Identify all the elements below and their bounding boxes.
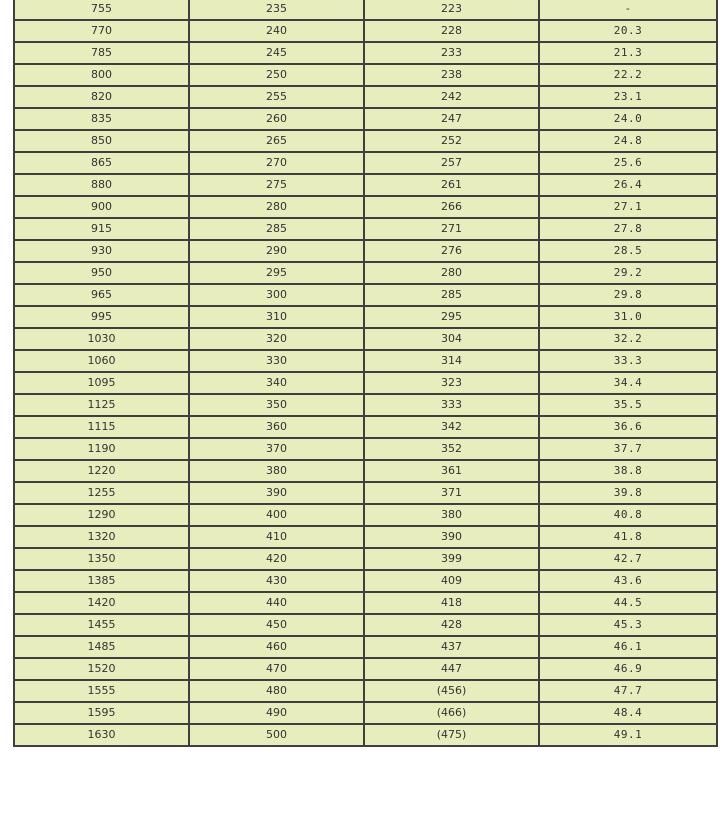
table-cell-col-d: 27.8 bbox=[539, 218, 717, 240]
table-cell-col-c: 428 bbox=[364, 614, 539, 636]
table-cell-col-b: 370 bbox=[189, 438, 364, 460]
table-cell-col-c: 352 bbox=[364, 438, 539, 460]
table-cell-col-b: 500 bbox=[189, 724, 364, 746]
table-cell-col-b: 240 bbox=[189, 20, 364, 42]
table-cell-col-a: 1030 bbox=[14, 328, 189, 350]
table-cell-col-a: 865 bbox=[14, 152, 189, 174]
table-cell-col-d: 40.8 bbox=[539, 504, 717, 526]
table-cell-col-a: 1095 bbox=[14, 372, 189, 394]
table-cell-col-d: 29.8 bbox=[539, 284, 717, 306]
table-cell-col-b: 430 bbox=[189, 570, 364, 592]
table-row bbox=[14, 372, 717, 394]
table-cell-col-c: 399 bbox=[364, 548, 539, 570]
table-row bbox=[14, 636, 717, 658]
table-cell-col-c: 361 bbox=[364, 460, 539, 482]
table-row bbox=[14, 438, 717, 460]
table-cell-col-d: 38.8 bbox=[539, 460, 717, 482]
table-cell-col-a: 1385 bbox=[14, 570, 189, 592]
table-cell-col-a: 770 bbox=[14, 20, 189, 42]
table-row bbox=[14, 504, 717, 526]
table-cell-col-a: 1455 bbox=[14, 614, 189, 636]
table-cell-col-a: 1350 bbox=[14, 548, 189, 570]
table-row bbox=[14, 592, 717, 614]
table-cell-col-c: 242 bbox=[364, 86, 539, 108]
table-row bbox=[14, 86, 717, 108]
table-cell-col-b: 480 bbox=[189, 680, 364, 702]
table-cell-col-b: 285 bbox=[189, 218, 364, 240]
table-cell-col-d: 29.2 bbox=[539, 262, 717, 284]
table-cell-col-c: 418 bbox=[364, 592, 539, 614]
table-row bbox=[14, 570, 717, 592]
table-cell-col-b: 350 bbox=[189, 394, 364, 416]
table-cell-col-a: 1555 bbox=[14, 680, 189, 702]
table-cell-col-b: 320 bbox=[189, 328, 364, 350]
table-cell-col-c: 247 bbox=[364, 108, 539, 130]
table-cell-col-a: 850 bbox=[14, 130, 189, 152]
table-cell-col-b: 470 bbox=[189, 658, 364, 680]
table-cell-col-c: 333 bbox=[364, 394, 539, 416]
table-cell-col-c: 276 bbox=[364, 240, 539, 262]
table-cell-col-b: 460 bbox=[189, 636, 364, 658]
table-cell-col-a: 1520 bbox=[14, 658, 189, 680]
table-cell-col-d: 26.4 bbox=[539, 174, 717, 196]
table-cell-col-d: 23.1 bbox=[539, 86, 717, 108]
table-cell-col-d: 48.4 bbox=[539, 702, 717, 724]
table-cell-col-b: 295 bbox=[189, 262, 364, 284]
table-cell-col-a: 915 bbox=[14, 218, 189, 240]
table-row bbox=[14, 680, 717, 702]
table-cell-col-b: 300 bbox=[189, 284, 364, 306]
table-cell-col-c: 223 bbox=[364, 0, 539, 20]
table-row bbox=[14, 306, 717, 328]
table-cell-col-d: 32.2 bbox=[539, 328, 717, 350]
table-row bbox=[14, 262, 717, 284]
table-cell-col-b: 380 bbox=[189, 460, 364, 482]
table-cell-col-c: 323 bbox=[364, 372, 539, 394]
table-cell-col-a: 785 bbox=[14, 42, 189, 64]
table-cell-col-b: 490 bbox=[189, 702, 364, 724]
table-cell-col-a: 1060 bbox=[14, 350, 189, 372]
table-cell-col-a: 1125 bbox=[14, 394, 189, 416]
table-cell-col-b: 390 bbox=[189, 482, 364, 504]
table-cell-col-c: 266 bbox=[364, 196, 539, 218]
table-cell-col-c: 390 bbox=[364, 526, 539, 548]
table-row bbox=[14, 152, 717, 174]
table-cell-col-d: 35.5 bbox=[539, 394, 717, 416]
table-cell-col-b: 290 bbox=[189, 240, 364, 262]
table-cell-col-d: 47.7 bbox=[539, 680, 717, 702]
table-row bbox=[14, 482, 717, 504]
table-cell-col-c: 342 bbox=[364, 416, 539, 438]
table-cell-col-a: 755 bbox=[14, 0, 189, 20]
table-cell-col-d: 24.8 bbox=[539, 130, 717, 152]
table-cell-col-d: 43.6 bbox=[539, 570, 717, 592]
table-row bbox=[14, 702, 717, 724]
table-cell-col-c: 314 bbox=[364, 350, 539, 372]
table-cell-col-d: 25.6 bbox=[539, 152, 717, 174]
table-cell-col-b: 245 bbox=[189, 42, 364, 64]
table-cell-col-b: 250 bbox=[189, 64, 364, 86]
table-cell-col-c: 228 bbox=[364, 20, 539, 42]
table-cell-col-b: 255 bbox=[189, 86, 364, 108]
table-cell-col-d: 27.1 bbox=[539, 196, 717, 218]
table-cell-col-a: 1255 bbox=[14, 482, 189, 504]
table-cell-col-c: (466) bbox=[364, 702, 539, 724]
table-cell-col-b: 450 bbox=[189, 614, 364, 636]
table-row bbox=[14, 284, 717, 306]
table-row bbox=[14, 416, 717, 438]
table-cell-col-a: 950 bbox=[14, 262, 189, 284]
table-cell-col-d: 31.0 bbox=[539, 306, 717, 328]
table-row bbox=[14, 0, 717, 20]
table-cell-col-b: 280 bbox=[189, 196, 364, 218]
table-cell-col-a: 1420 bbox=[14, 592, 189, 614]
table-cell-col-b: 440 bbox=[189, 592, 364, 614]
table-cell-col-d: 49.1 bbox=[539, 724, 717, 746]
table-cell-col-c: (475) bbox=[364, 724, 539, 746]
table-cell-col-c: 380 bbox=[364, 504, 539, 526]
table-cell-col-b: 340 bbox=[189, 372, 364, 394]
table-cell-col-a: 820 bbox=[14, 86, 189, 108]
table-cell-col-b: 260 bbox=[189, 108, 364, 130]
table-row bbox=[14, 548, 717, 570]
table-cell-col-a: 800 bbox=[14, 64, 189, 86]
table-cell-col-d: 28.5 bbox=[539, 240, 717, 262]
table-cell-col-a: 1595 bbox=[14, 702, 189, 724]
table-cell-col-b: 235 bbox=[189, 0, 364, 20]
table-cell-col-d: 36.6 bbox=[539, 416, 717, 438]
table-cell-col-d: 33.3 bbox=[539, 350, 717, 372]
table-cell-col-d: - bbox=[539, 0, 717, 20]
table-row bbox=[14, 724, 717, 746]
table-row bbox=[14, 460, 717, 482]
table-cell-col-b: 330 bbox=[189, 350, 364, 372]
table-cell-col-c: 252 bbox=[364, 130, 539, 152]
table-cell-col-b: 270 bbox=[189, 152, 364, 174]
table-row bbox=[14, 526, 717, 548]
table-cell-col-c: 261 bbox=[364, 174, 539, 196]
table-row bbox=[14, 42, 717, 64]
table-cell-col-d: 42.7 bbox=[539, 548, 717, 570]
conversion-table-container bbox=[13, 0, 716, 747]
conversion-table bbox=[13, 0, 718, 747]
table-cell-col-d: 46.1 bbox=[539, 636, 717, 658]
table-cell-col-a: 1190 bbox=[14, 438, 189, 460]
table-cell-col-d: 34.4 bbox=[539, 372, 717, 394]
table-cell-col-b: 360 bbox=[189, 416, 364, 438]
table-cell-col-d: 41.8 bbox=[539, 526, 717, 548]
table-row bbox=[14, 658, 717, 680]
table-cell-col-d: 44.5 bbox=[539, 592, 717, 614]
table-cell-col-b: 310 bbox=[189, 306, 364, 328]
table-cell-col-d: 21.3 bbox=[539, 42, 717, 64]
table-row bbox=[14, 394, 717, 416]
table-cell-col-a: 1115 bbox=[14, 416, 189, 438]
table-row bbox=[14, 614, 717, 636]
table-cell-col-c: 409 bbox=[364, 570, 539, 592]
table-cell-col-b: 275 bbox=[189, 174, 364, 196]
table-cell-col-a: 1290 bbox=[14, 504, 189, 526]
table-cell-col-d: 39.8 bbox=[539, 482, 717, 504]
table-cell-col-a: 1630 bbox=[14, 724, 189, 746]
table-cell-col-d: 37.7 bbox=[539, 438, 717, 460]
table-cell-col-c: 271 bbox=[364, 218, 539, 240]
table-cell-col-d: 20.3 bbox=[539, 20, 717, 42]
table-cell-col-c: 238 bbox=[364, 64, 539, 86]
table-cell-col-c: (456) bbox=[364, 680, 539, 702]
table-cell-col-d: 22.2 bbox=[539, 64, 717, 86]
table-cell-col-a: 1485 bbox=[14, 636, 189, 658]
table-cell-col-c: 285 bbox=[364, 284, 539, 306]
table-cell-col-a: 1220 bbox=[14, 460, 189, 482]
table-row bbox=[14, 174, 717, 196]
table-row bbox=[14, 350, 717, 372]
table-cell-col-c: 437 bbox=[364, 636, 539, 658]
table-row bbox=[14, 218, 717, 240]
table-cell-col-d: 46.9 bbox=[539, 658, 717, 680]
table-body bbox=[14, 0, 717, 746]
table-cell-col-d: 24.0 bbox=[539, 108, 717, 130]
table-row bbox=[14, 240, 717, 262]
table-cell-col-c: 371 bbox=[364, 482, 539, 504]
table-cell-col-c: 233 bbox=[364, 42, 539, 64]
table-cell-col-d: 45.3 bbox=[539, 614, 717, 636]
table-cell-col-c: 447 bbox=[364, 658, 539, 680]
table-cell-col-c: 257 bbox=[364, 152, 539, 174]
table-row bbox=[14, 108, 717, 130]
table-row bbox=[14, 196, 717, 218]
table-cell-col-c: 304 bbox=[364, 328, 539, 350]
table-cell-col-b: 410 bbox=[189, 526, 364, 548]
table-cell-col-a: 930 bbox=[14, 240, 189, 262]
table-cell-col-a: 880 bbox=[14, 174, 189, 196]
table-row bbox=[14, 328, 717, 350]
table-cell-col-a: 1320 bbox=[14, 526, 189, 548]
table-cell-col-a: 900 bbox=[14, 196, 189, 218]
table-cell-col-b: 265 bbox=[189, 130, 364, 152]
table-cell-col-b: 420 bbox=[189, 548, 364, 570]
table-cell-col-b: 400 bbox=[189, 504, 364, 526]
table-cell-col-a: 835 bbox=[14, 108, 189, 130]
table-row bbox=[14, 20, 717, 42]
table-cell-col-c: 295 bbox=[364, 306, 539, 328]
table-row bbox=[14, 130, 717, 152]
table-cell-col-a: 965 bbox=[14, 284, 189, 306]
table-cell-col-a: 995 bbox=[14, 306, 189, 328]
table-cell-col-c: 280 bbox=[364, 262, 539, 284]
table-row bbox=[14, 64, 717, 86]
